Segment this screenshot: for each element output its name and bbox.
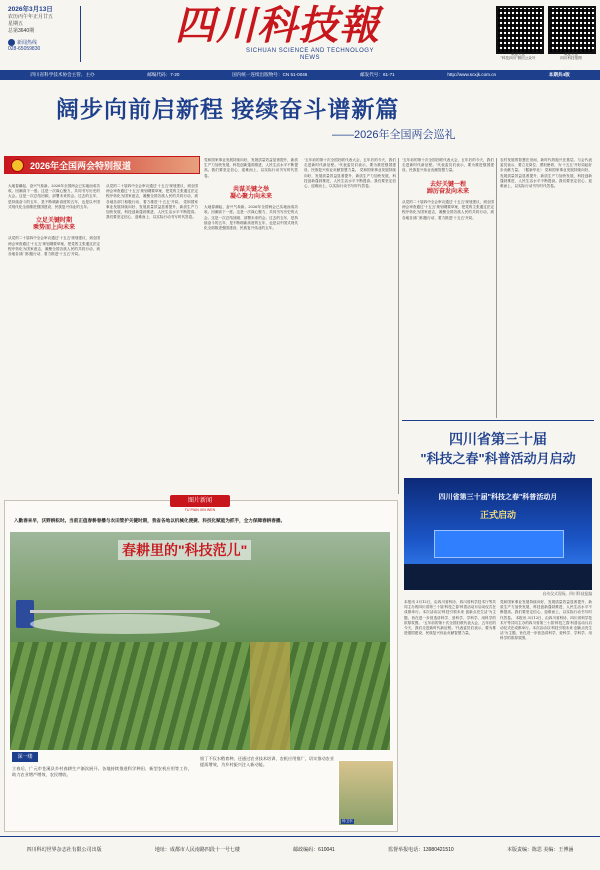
footer-editors: 本版责编：陈思 美编：王博涵 <box>506 846 574 853</box>
main-headline: 阔步向前启新程 接续奋斗谱新篇 <box>56 96 400 122</box>
subhead-2: 共谋关键之举 <box>232 185 269 193</box>
special-report-banner <box>4 156 200 174</box>
info-postcode: 邮编代码：7-20 <box>147 72 180 77</box>
newspaper-title: 四川科技報 <box>175 2 380 49</box>
info-bar <box>0 70 600 80</box>
subhead-1b: 乘势而上向未来 <box>32 224 75 232</box>
feature-caption: 入勤春来早，沃野耕耘时。当前正值春耕春播与农田管护关键时期，我省各地以机械化便捷、科技化赋能为抓手，全力保障春耕春播。 <box>14 518 286 523</box>
col5-text: '五年前的第十次全国妇联代表大会，五年后的今天，我们走进新时代新征程。'代表委员们表示，要为推进强国建设、民族复兴伟业贡献智慧力量。 <box>402 158 494 173</box>
qr-code-wechat[interactable] <box>496 6 544 54</box>
feature-note-tag: 深一缕 <box>12 752 38 762</box>
article-column-1 <box>8 184 100 494</box>
col3-text-b: 大地春潮起，奋兴气象新。2026年全国两会已实地而成功收。回潮高下一度。这是一次谋心聚力，共同书写历史的大会。这是一次总结回顾、部署未来的会。过去的五年，是持续奋斗的五年，是不断刷新高度的五年，也是以中国式现代化全面推进强国建设、民族复兴伟业的五年。 <box>204 205 298 231</box>
col6-text: 农村发展的智慧在田间，新时代的振兴在基层。与会代表委员表示，要立足岗位、勇担使命，为'十五五'开好局起好步贡献力量。（据新华社） <box>500 158 592 173</box>
qr-code-website[interactable] <box>548 6 596 54</box>
side-body-a2: '五年前的第十次全国妇联代表大会，五年后的今天，我们走进新时代新征程。'代表委员们表示，要为推进强国建设、民族复兴伟业贡献智慧力量。 <box>404 620 496 636</box>
side-story-body-1 <box>404 600 496 818</box>
stage-screen <box>434 530 564 558</box>
column-rule <box>398 158 399 494</box>
side-body-b2: 本报讯 3月12日，由四川省科协、四川省科学技术厅等共同主办的四川省第三十届'科技之春'科普活动月启动仪式在成都举行。本次活动以'科技引领未来 创新点亮生活'为主题，旨在进一步营造讲科学、爱科学、学科学、用科学的浓厚氛围。 <box>500 615 592 641</box>
side-story-title-2: "科技之春"科普活动月启动 <box>420 451 576 466</box>
side-photo-credit: 启动仪式现场。四川科技报编 <box>542 592 592 596</box>
issue-number: 总第3640期 <box>8 28 35 34</box>
stage-floor <box>404 564 592 590</box>
info-website[interactable]: http://www.scxjk.com.cn <box>447 72 497 77</box>
feature-tag <box>170 495 230 507</box>
newspaper-title-en <box>180 48 440 62</box>
side-body-a: 本报讯 3月12日，由四川省科协、四川省科学技术厅等共同主办的四川省第三十届'科技之春'科普活动月启动仪式在成都举行。本次活动以'科技引领未来 创新点亮生活'为主题，旨在进一步营造讲科学、爱科学、学科学、用科学的浓厚氛围。 <box>404 600 496 625</box>
article-column-4 <box>304 158 396 494</box>
title-en-line1: SICHUAN SCIENCE AND TECHNOLOGY <box>246 48 374 54</box>
divider-vertical <box>80 6 81 62</box>
info-post-code: 邮发代号：61-71 <box>360 72 395 77</box>
footer-phone: 监督举报电话：13980421510 <box>388 846 454 853</box>
masthead-date-block <box>8 6 78 53</box>
qr-caption-website: 欢迎关注 四川科技报网 <box>560 52 582 61</box>
hotline-number: 028-65059830 <box>8 46 41 52</box>
col1-text: 大地春潮起，奋兴气象新。2026年全国两会已实地而成功收。回潮高下一度。这是一次谋心聚力，共同书写历史的大会。这是一次总结回顾、部署未来的会。过去的五年，是持续奋斗的五年，是不断刷新高度的五年，也是以中国式现代化全面推进强国建设、民族复兴伟业的五年。 <box>8 184 100 209</box>
side-photo-title: 四川省第三十届"科技之春"科普活动月 <box>438 494 558 501</box>
footer-postcode: 邮政编码：610041 <box>293 846 335 853</box>
side-story-divider <box>402 420 594 421</box>
article-column-3 <box>204 158 298 494</box>
feature-photo-title: 春耕里的"科技范儿" <box>118 540 251 560</box>
hotline <box>8 39 78 46</box>
col4-text: '五年前的第十次全国妇联代表大会，五年后的今天，我们走进新时代新征程。'代表委员们表示，要为推进强国建设、民族复兴伟业贡献智慧力量。 <box>304 158 396 173</box>
side-photo-subtitle: 正式启动 <box>479 510 516 520</box>
subhead-3b: 踔厉奋发向未来 <box>426 187 469 195</box>
weekday: 星期五 <box>8 21 24 27</box>
side-story-photo <box>404 478 592 590</box>
col3-text: 党和国家事业发展持续向好，发展质量效益显著提升，新质生产力加快发展，科技创新蓬勃推进，人民生活水平不断提高。我们要坚定信心、迎难而上，以实际行动书写时代答卷。 <box>204 158 298 178</box>
feature-photo <box>10 532 390 750</box>
col2-text-b: 党和国家事业发展持续向好，发展质量效益显著提升，新质生产力加快发展，科技创新蓬勃推进，人民生活水平不断提高。我们要坚定信心、迎难而上，以实际行动书写时代答卷。 <box>106 199 198 220</box>
article-column-6 <box>500 158 592 418</box>
feature-note-left: 立春后，广元市苍溪县乡村春耕生产渐次展开。各地持续推进科学种田、新型农机应用等工作，助力农业增产增效、农民增收。 <box>12 766 192 777</box>
side-body-b: 党和国家事业发展持续向好，发展质量效益显著提升，新质生产力加快发展，科技创新蓬勃推进，人民生活水平不断提高。我们要坚定信心、迎难而上，以实际行动书写时代答卷。 <box>500 600 592 620</box>
spray-mist <box>30 614 220 634</box>
feature-tag-sub: TU PIAN XIN WEN <box>184 508 216 512</box>
info-pages: 本期共4版 <box>548 72 570 77</box>
side-story-body-2 <box>500 600 592 818</box>
feature-note-right: 银丁不仅水稻育种，还通过农业技术培训、农机应用推广，切实推动农业提质增效，为乡村振兴注入新动能。 <box>200 756 334 767</box>
issue-date: 2026年3月13日 <box>8 6 53 13</box>
col4-text-b: 党和国家事业发展持续向好，发展质量效益显著提升，新质生产力加快发展，科技创新蓬勃推进，人民生活水平不断提高。我们要坚定信心、迎难而上，以实际行动书写时代答卷。 <box>304 168 396 189</box>
info-sponsor: 四川省科学技术协会主管、主办 <box>30 72 95 77</box>
feature-tag-label: 图片新闻 <box>187 498 212 504</box>
field-rows <box>10 642 390 750</box>
col5-text-b: 从党的二十届四中全会审议通过'十五五'规划建议，到全国两会审查通过'十五五'规划纲要草案，把党的主张通过法定程序转化为国家意志，凝聚全国各族人民的共同行动，到各地各部门积极行动、着力推进'十五五'开局。 <box>402 200 494 220</box>
col6-text-b: 党和国家事业发展持续向好，发展质量效益显著提升，新质生产力加快发展，科技创新蓬勃推进，人民生活水平不断提高。我们要坚定信心、迎难而上，以实际行动书写时代答卷。 <box>500 168 592 189</box>
footer-rule <box>0 836 600 837</box>
subhead-2b: 凝心聚力向未来 <box>229 193 272 201</box>
phone-icon <box>8 39 15 46</box>
footer-address: 地址：成都市人民南路四段十一号七楼 <box>154 846 240 853</box>
column-rule <box>496 158 497 418</box>
title-en-line2: NEWS <box>300 55 320 61</box>
spray-arm <box>30 610 210 613</box>
subhead-3: 去好关键一程 <box>429 180 466 188</box>
headline-subtitle: ——2026年全国两会巡礼 <box>332 129 456 141</box>
banner-label: 2026年全国两会特别报道 <box>30 160 132 171</box>
subhead-1: 立足关键时期 <box>35 217 72 225</box>
hotline-label: 新闻热线 <box>17 40 38 46</box>
footer-publisher: 四川科幻世界杂志社有限公司出版 <box>26 846 102 853</box>
qr-caption-wechat: 欢迎关注 "科技四川"微信公众号 <box>500 52 536 61</box>
lunar-date: 农历丙午年正月廿五 <box>8 14 54 20</box>
rail-track <box>250 642 290 750</box>
col1-text-b: 从党的二十届四中全会审议通过'十五五'规划建议，到全国两会审查通过'十五五'规划纲要草案，把党的主张通过法定程序转化为国家意志，凝聚全国各族人民的共同行动，到各地各部门积极行动、着力推进'十五五'开局。 <box>8 236 100 257</box>
article-column-2 <box>106 184 198 494</box>
info-cn: 国内统一连续出版物号：CN 51-0046 <box>232 72 308 77</box>
footer <box>0 840 600 858</box>
emblem-icon <box>11 159 24 172</box>
side-story-title-1: 四川省第三十届 <box>449 431 547 447</box>
col2-text: 从党的二十届四中全会审议通过'十五五'规划建议，到全国两会审查通过'十五五'规划纲要草案，把党的主张通过法定程序转化为国家意志，凝聚全国各族人民的共同行动，到各地各部门积极行动、着力推进'十五五'开局。 <box>106 184 198 204</box>
feature-inset-photo <box>338 760 394 826</box>
inset-credit: 杨卫东 <box>342 819 353 823</box>
